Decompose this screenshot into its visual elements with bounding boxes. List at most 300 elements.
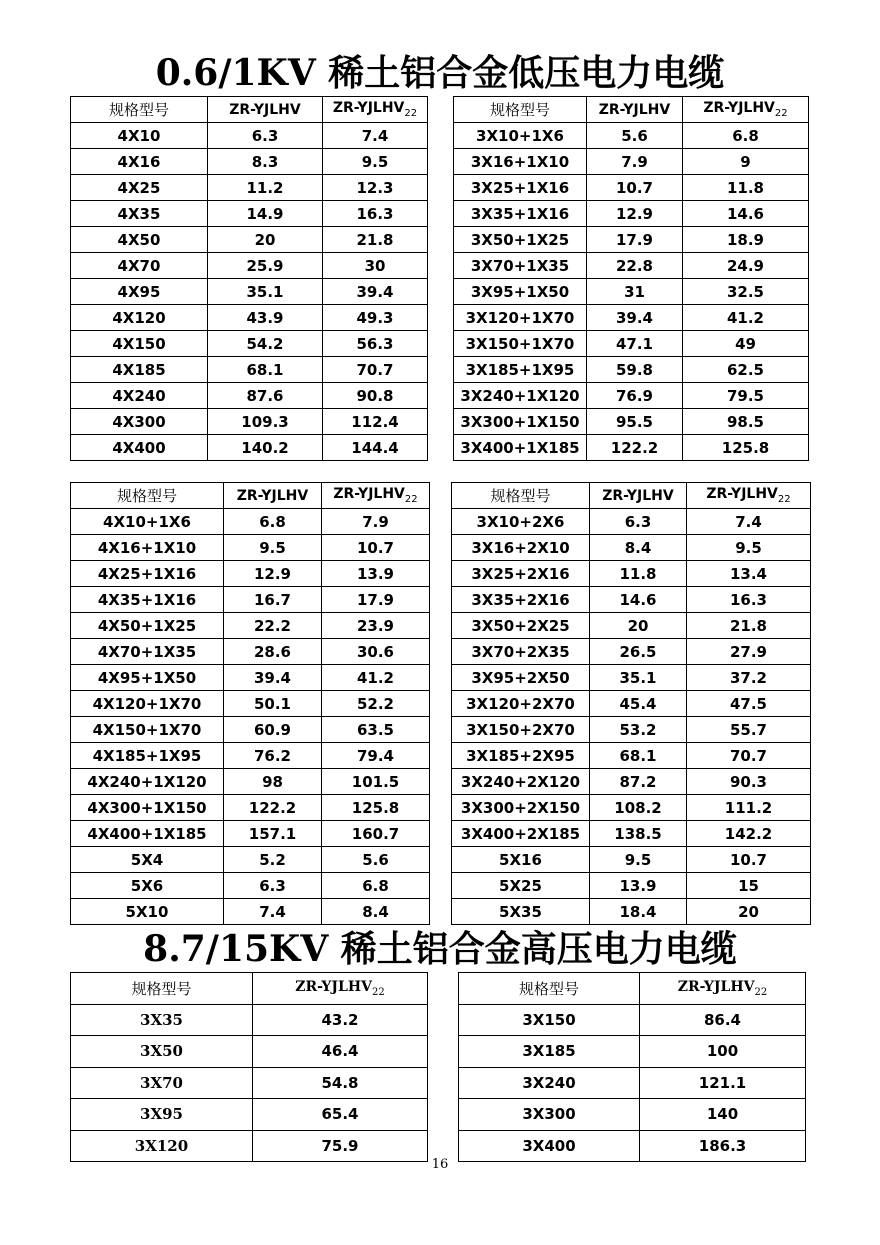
table-row [71, 1067, 428, 1099]
spec-cell: 4X70 [71, 253, 208, 279]
value-cell: 8.4 [322, 899, 430, 925]
table-row [71, 509, 430, 535]
table-row [459, 1004, 806, 1036]
table-row [454, 175, 809, 201]
value-cell: 35.1 [590, 665, 687, 691]
value-cell: 76.2 [224, 743, 322, 769]
table-row [452, 769, 811, 795]
spec-cell: 3X150+1X70 [454, 331, 587, 357]
spec-cell: 4X150 [71, 331, 208, 357]
high-voltage-title: 8.7/15KV 稀土铝合金高压电力电缆 [143, 928, 737, 970]
spec-cell: 4X400+1X185 [71, 821, 224, 847]
value-cell: 13.9 [322, 561, 430, 587]
spec-cell: 3X35+2X16 [452, 587, 590, 613]
header-model-b-text: ZR-YJLHV [703, 100, 775, 117]
value-cell: 10.7 [587, 175, 683, 201]
value-cell: 9.5 [224, 535, 322, 561]
table-row [452, 899, 811, 925]
header-model-b [683, 97, 809, 123]
value-cell: 142.2 [687, 821, 811, 847]
value-cell: 14.9 [208, 201, 323, 227]
header-model [253, 973, 428, 1005]
header-spec-model: 规格型号 [459, 973, 640, 1005]
value-cell: 13.9 [590, 873, 687, 899]
value-cell: 23.9 [322, 613, 430, 639]
value-cell: 28.6 [224, 639, 322, 665]
table-row [454, 383, 809, 409]
table-row [454, 357, 809, 383]
spec-cell: 3X185+2X95 [452, 743, 590, 769]
value-cell: 70.7 [687, 743, 811, 769]
header-model-b-subscript: 22 [404, 493, 418, 505]
spec-cell: 4X10 [71, 123, 208, 149]
table-row [452, 873, 811, 899]
spec-cell: 3X50 [71, 1036, 253, 1068]
table-row [71, 717, 430, 743]
value-cell: 122.2 [224, 795, 322, 821]
page-number: 16 [431, 1157, 449, 1172]
value-cell: 87.6 [208, 383, 323, 409]
value-cell: 186.3 [640, 1130, 806, 1162]
value-cell: 6.3 [590, 509, 687, 535]
table-row [452, 509, 811, 535]
value-cell: 8.3 [208, 149, 323, 175]
value-cell: 68.1 [208, 357, 323, 383]
spec-cell: 3X10+1X6 [454, 123, 587, 149]
value-cell: 79.4 [322, 743, 430, 769]
spec-cell: 4X150+1X70 [71, 717, 224, 743]
value-cell: 39.4 [587, 305, 683, 331]
spec-cell: 4X300 [71, 409, 208, 435]
value-cell: 5.6 [322, 847, 430, 873]
value-cell: 43.9 [208, 305, 323, 331]
value-cell: 35.1 [208, 279, 323, 305]
value-cell: 98 [224, 769, 322, 795]
spec-cell: 3X10+2X6 [452, 509, 590, 535]
spec-cell: 3X35+1X16 [454, 201, 587, 227]
value-cell: 5.2 [224, 847, 322, 873]
table-row [71, 691, 430, 717]
value-cell: 101.5 [322, 769, 430, 795]
value-cell: 11.8 [590, 561, 687, 587]
table-header-row [71, 483, 430, 509]
value-cell: 140 [640, 1099, 806, 1131]
value-cell: 9.5 [323, 149, 428, 175]
value-cell: 10.7 [322, 535, 430, 561]
header-model-a: ZR-YJLHV [587, 97, 683, 123]
spec-cell: 3X35 [71, 1004, 253, 1036]
value-cell: 75.9 [253, 1130, 428, 1162]
table-row [71, 305, 428, 331]
value-cell: 6.3 [224, 873, 322, 899]
value-cell: 13.4 [687, 561, 811, 587]
table-row [454, 409, 809, 435]
table-row [459, 1099, 806, 1131]
spec-cell: 3X400+1X185 [454, 435, 587, 461]
spec-cell: 4X185 [71, 357, 208, 383]
table-row [71, 561, 430, 587]
value-cell: 6.3 [208, 123, 323, 149]
low-voltage-table-3plus2-core [451, 482, 811, 925]
spec-cell: 3X185 [459, 1036, 640, 1068]
value-cell: 112.4 [323, 409, 428, 435]
value-cell: 37.2 [687, 665, 811, 691]
spec-cell: 3X400 [459, 1130, 640, 1162]
table-row [71, 613, 430, 639]
table-row [71, 253, 428, 279]
value-cell: 63.5 [322, 717, 430, 743]
spec-cell: 4X120 [71, 305, 208, 331]
table-row [71, 873, 430, 899]
spec-cell: 4X50+1X25 [71, 613, 224, 639]
spec-cell: 4X300+1X150 [71, 795, 224, 821]
value-cell: 16.3 [323, 201, 428, 227]
value-cell: 21.8 [687, 613, 811, 639]
spec-cell: 3X70+2X35 [452, 639, 590, 665]
table-header-row [71, 97, 428, 123]
spec-cell: 4X185+1X95 [71, 743, 224, 769]
spec-cell: 5X35 [452, 899, 590, 925]
table-row [452, 691, 811, 717]
spec-cell: 4X240+1X120 [71, 769, 224, 795]
low-voltage-table-3plus1-core [453, 96, 809, 461]
value-cell: 39.4 [224, 665, 322, 691]
value-cell: 39.4 [323, 279, 428, 305]
value-cell: 9 [683, 149, 809, 175]
table-row [459, 1067, 806, 1099]
table-header-row [71, 973, 428, 1005]
value-cell: 31 [587, 279, 683, 305]
value-cell: 60.9 [224, 717, 322, 743]
table-row [454, 123, 809, 149]
value-cell: 54.2 [208, 331, 323, 357]
value-cell: 41.2 [322, 665, 430, 691]
value-cell: 98.5 [683, 409, 809, 435]
spec-cell: 3X50+1X25 [454, 227, 587, 253]
value-cell: 11.8 [683, 175, 809, 201]
table-row [71, 279, 428, 305]
value-cell: 7.4 [224, 899, 322, 925]
table-header-row [452, 483, 811, 509]
spec-cell: 5X4 [71, 847, 224, 873]
value-cell: 7.9 [587, 149, 683, 175]
header-model-b [322, 483, 430, 509]
value-cell: 90.8 [323, 383, 428, 409]
spec-cell: 5X6 [71, 873, 224, 899]
low-voltage-table-4-core [70, 96, 428, 461]
table-row [71, 1004, 428, 1036]
value-cell: 17.9 [322, 587, 430, 613]
value-cell: 49 [683, 331, 809, 357]
value-cell: 95.5 [587, 409, 683, 435]
value-cell: 125.8 [683, 435, 809, 461]
value-cell: 125.8 [322, 795, 430, 821]
spec-cell: 3X16+2X10 [452, 535, 590, 561]
value-cell: 47.1 [587, 331, 683, 357]
value-cell: 12.9 [224, 561, 322, 587]
value-cell: 27.9 [687, 639, 811, 665]
spec-cell: 3X150 [459, 1004, 640, 1036]
value-cell: 54.8 [253, 1067, 428, 1099]
value-cell: 100 [640, 1036, 806, 1068]
value-cell: 9.5 [590, 847, 687, 873]
table-row [454, 201, 809, 227]
table-row [452, 821, 811, 847]
header-model-b-subscript: 22 [404, 107, 418, 119]
value-cell: 6.8 [683, 123, 809, 149]
header-model-text: ZR-YJLHV [677, 978, 755, 995]
value-cell: 59.8 [587, 357, 683, 383]
spec-cell: 3X70+1X35 [454, 253, 587, 279]
header-model-b-subscript: 22 [777, 493, 791, 505]
header-model-b [323, 97, 428, 123]
low-voltage-table-4plus1-core [70, 482, 430, 925]
value-cell: 62.5 [683, 357, 809, 383]
value-cell: 52.2 [322, 691, 430, 717]
value-cell: 86.4 [640, 1004, 806, 1036]
table-row [71, 743, 430, 769]
value-cell: 20 [590, 613, 687, 639]
table-row [454, 305, 809, 331]
value-cell: 122.2 [587, 435, 683, 461]
table-row [452, 847, 811, 873]
table-row [454, 331, 809, 357]
table-row [452, 665, 811, 691]
header-spec-model: 规格型号 [71, 483, 224, 509]
value-cell: 6.8 [322, 873, 430, 899]
spec-cell: 4X35+1X16 [71, 587, 224, 613]
table-row [452, 561, 811, 587]
spec-cell: 5X25 [452, 873, 590, 899]
spec-cell: 4X95+1X50 [71, 665, 224, 691]
value-cell: 108.2 [590, 795, 687, 821]
table-row [71, 175, 428, 201]
table-row [452, 743, 811, 769]
header-model [640, 973, 806, 1005]
value-cell: 32.5 [683, 279, 809, 305]
value-cell: 24.9 [683, 253, 809, 279]
value-cell: 65.4 [253, 1099, 428, 1131]
table-header-row [459, 973, 806, 1005]
header-model-b-text: ZR-YJLHV [706, 486, 778, 503]
spec-cell: 3X95+2X50 [452, 665, 590, 691]
table-row [452, 795, 811, 821]
value-cell: 7.9 [322, 509, 430, 535]
value-cell: 20 [208, 227, 323, 253]
spec-cell: 4X70+1X35 [71, 639, 224, 665]
value-cell: 41.2 [683, 305, 809, 331]
table-row [71, 821, 430, 847]
high-voltage-table-right [458, 972, 806, 1162]
value-cell: 144.4 [323, 435, 428, 461]
header-spec-model: 规格型号 [71, 97, 208, 123]
table-row [71, 201, 428, 227]
table-row [71, 587, 430, 613]
spec-cell: 3X400+2X185 [452, 821, 590, 847]
value-cell: 79.5 [683, 383, 809, 409]
table-row [71, 357, 428, 383]
header-model-b [687, 483, 811, 509]
value-cell: 21.8 [323, 227, 428, 253]
spec-cell: 3X120 [71, 1130, 253, 1162]
table-row [71, 795, 430, 821]
header-model-b-text: ZR-YJLHV [332, 100, 405, 117]
header-spec-model: 规格型号 [454, 97, 587, 123]
value-cell: 30 [323, 253, 428, 279]
value-cell: 5.6 [587, 123, 683, 149]
spec-cell: 4X120+1X70 [71, 691, 224, 717]
table-row [71, 331, 428, 357]
spec-cell: 3X150+2X70 [452, 717, 590, 743]
table-row [71, 665, 430, 691]
spec-cell: 4X240 [71, 383, 208, 409]
value-cell: 46.4 [253, 1036, 428, 1068]
spec-cell: 4X10+1X6 [71, 509, 224, 535]
spec-cell: 3X95 [71, 1099, 253, 1131]
header-model-a: ZR-YJLHV [224, 483, 322, 509]
spec-cell: 3X120+2X70 [452, 691, 590, 717]
low-voltage-title: 0.6/1KV 稀土铝合金低压电力电缆 [155, 52, 725, 94]
spec-cell: 5X10 [71, 899, 224, 925]
value-cell: 16.7 [224, 587, 322, 613]
header-spec-model: 规格型号 [452, 483, 590, 509]
spec-cell: 3X240+2X120 [452, 769, 590, 795]
table-row [454, 279, 809, 305]
value-cell: 45.4 [590, 691, 687, 717]
spec-cell: 4X16+1X10 [71, 535, 224, 561]
value-cell: 17.9 [587, 227, 683, 253]
spec-cell: 5X16 [452, 847, 590, 873]
value-cell: 121.1 [640, 1067, 806, 1099]
value-cell: 7.4 [687, 509, 811, 535]
table-row [454, 149, 809, 175]
table-row [71, 227, 428, 253]
table-row [71, 1099, 428, 1131]
value-cell: 18.4 [590, 899, 687, 925]
value-cell: 53.2 [590, 717, 687, 743]
spec-cell: 4X35 [71, 201, 208, 227]
value-cell: 20 [687, 899, 811, 925]
table-row [454, 253, 809, 279]
table-row [71, 123, 428, 149]
value-cell: 14.6 [590, 587, 687, 613]
table-row [452, 639, 811, 665]
value-cell: 160.7 [322, 821, 430, 847]
spec-cell: 4X25+1X16 [71, 561, 224, 587]
value-cell: 50.1 [224, 691, 322, 717]
value-cell: 18.9 [683, 227, 809, 253]
header-model-subscript: 22 [754, 986, 768, 998]
value-cell: 30.6 [322, 639, 430, 665]
header-model-text: ZR-YJLHV [295, 978, 372, 995]
value-cell: 8.4 [590, 535, 687, 561]
value-cell: 87.2 [590, 769, 687, 795]
value-cell: 10.7 [687, 847, 811, 873]
spec-cell: 3X70 [71, 1067, 253, 1099]
value-cell: 22.8 [587, 253, 683, 279]
value-cell: 12.9 [587, 201, 683, 227]
table-row [71, 639, 430, 665]
spec-cell: 3X240+1X120 [454, 383, 587, 409]
table-row [71, 149, 428, 175]
value-cell: 138.5 [590, 821, 687, 847]
spec-cell: 3X300+2X150 [452, 795, 590, 821]
spec-cell: 3X16+1X10 [454, 149, 587, 175]
value-cell: 49.3 [323, 305, 428, 331]
table-row [71, 847, 430, 873]
value-cell: 15 [687, 873, 811, 899]
header-model-subscript: 22 [371, 986, 385, 998]
table-row [452, 587, 811, 613]
value-cell: 109.3 [208, 409, 323, 435]
value-cell: 68.1 [590, 743, 687, 769]
table-row [71, 769, 430, 795]
spec-cell: 3X25+1X16 [454, 175, 587, 201]
value-cell: 43.2 [253, 1004, 428, 1036]
table-row [459, 1036, 806, 1068]
spec-cell: 3X300+1X150 [454, 409, 587, 435]
value-cell: 12.3 [323, 175, 428, 201]
spec-cell: 4X400 [71, 435, 208, 461]
value-cell: 26.5 [590, 639, 687, 665]
table-row [454, 227, 809, 253]
spec-cell: 4X25 [71, 175, 208, 201]
spec-cell: 3X25+2X16 [452, 561, 590, 587]
value-cell: 76.9 [587, 383, 683, 409]
value-cell: 70.7 [323, 357, 428, 383]
value-cell: 11.2 [208, 175, 323, 201]
value-cell: 7.4 [323, 123, 428, 149]
value-cell: 90.3 [687, 769, 811, 795]
table-row [71, 409, 428, 435]
spec-cell: 3X120+1X70 [454, 305, 587, 331]
table-row [71, 383, 428, 409]
header-model-a: ZR-YJLHV [208, 97, 323, 123]
value-cell: 56.3 [323, 331, 428, 357]
value-cell: 25.9 [208, 253, 323, 279]
value-cell: 111.2 [687, 795, 811, 821]
table-header-row [454, 97, 809, 123]
table-row [71, 535, 430, 561]
header-spec-model: 规格型号 [71, 973, 253, 1005]
spec-cell: 4X95 [71, 279, 208, 305]
value-cell: 140.2 [208, 435, 323, 461]
value-cell: 47.5 [687, 691, 811, 717]
table-row [452, 535, 811, 561]
table-row [71, 899, 430, 925]
table-row [71, 1036, 428, 1068]
value-cell: 22.2 [224, 613, 322, 639]
value-cell: 16.3 [687, 587, 811, 613]
header-model-b-text: ZR-YJLHV [333, 486, 405, 503]
spec-cell: 3X240 [459, 1067, 640, 1099]
header-model-a: ZR-YJLHV [590, 483, 687, 509]
table-row [452, 717, 811, 743]
table-row [452, 613, 811, 639]
value-cell: 6.8 [224, 509, 322, 535]
spec-cell: 4X16 [71, 149, 208, 175]
high-voltage-table-left [70, 972, 428, 1162]
header-model-b-subscript: 22 [774, 107, 788, 119]
spec-cell: 3X185+1X95 [454, 357, 587, 383]
spec-cell: 3X50+2X25 [452, 613, 590, 639]
spec-cell: 3X95+1X50 [454, 279, 587, 305]
value-cell: 14.6 [683, 201, 809, 227]
spec-cell: 4X50 [71, 227, 208, 253]
value-cell: 157.1 [224, 821, 322, 847]
table-row [454, 435, 809, 461]
value-cell: 9.5 [687, 535, 811, 561]
